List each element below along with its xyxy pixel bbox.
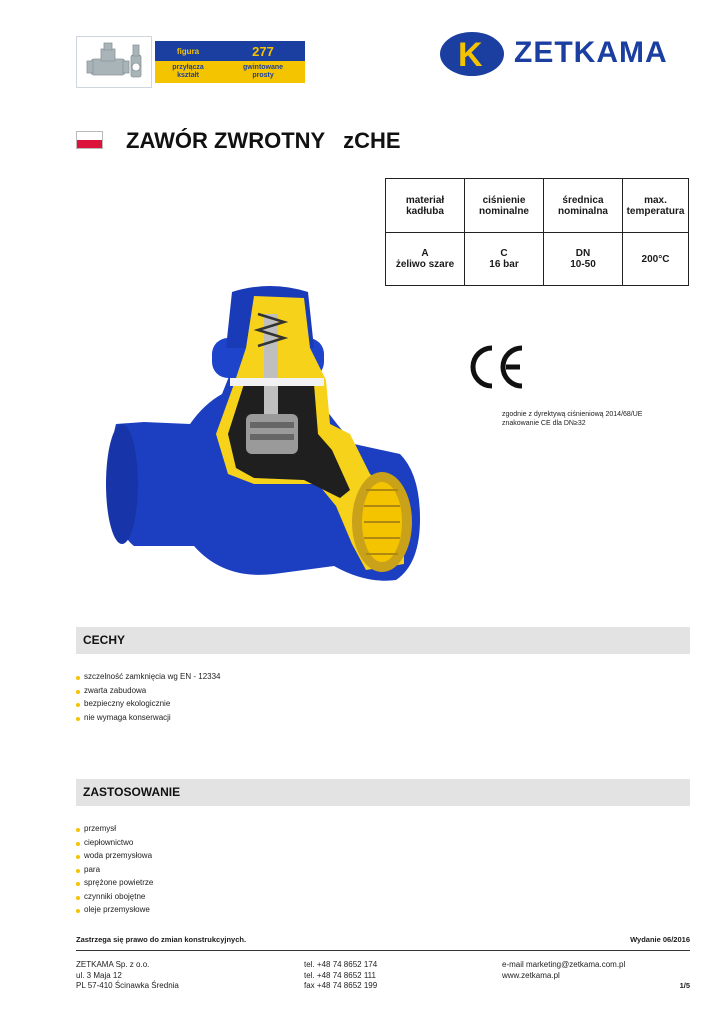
list-item: oleje przemysłowe bbox=[76, 903, 153, 917]
list-item: nie wymaga konserwacji bbox=[76, 711, 221, 725]
figure-number: 277 bbox=[221, 41, 305, 61]
spec-header-material: materiał kadłuba bbox=[386, 179, 465, 233]
logo-letter: K bbox=[458, 36, 483, 74]
connection-label: przyłącza bbox=[172, 64, 204, 71]
reserve-notice: Zastrzega się prawo do zmian konstrukcyjnych. bbox=[76, 935, 247, 944]
footer-divider bbox=[76, 950, 690, 951]
poland-flag-icon bbox=[76, 131, 103, 149]
features-title: CECHY bbox=[83, 633, 126, 647]
spec-value-material: A żeliwo szare bbox=[386, 233, 465, 286]
spec-value-diameter: DN 10-50 bbox=[544, 233, 623, 286]
footer-phones: tel. +48 74 8652 174 tel. +48 74 8652 111 fax +48 74 8652 199 bbox=[304, 960, 378, 990]
spec-value-row bbox=[386, 233, 689, 286]
spec-header-row bbox=[386, 179, 689, 233]
applications-title: ZASTOSOWANIE bbox=[83, 785, 181, 799]
ce-note-directive: zgodnie z dyrektywą ciśnieniową 2014/68/UE bbox=[502, 411, 643, 418]
list-item: woda przemysłowa bbox=[76, 849, 153, 863]
page-title: ZAWÓR ZWROTNY zCHE bbox=[126, 128, 401, 153]
spec-header-pressure: ciśnienie nominalne bbox=[465, 179, 544, 233]
ce-note bbox=[502, 410, 642, 428]
figure-info-table bbox=[155, 41, 305, 83]
shape-label: kształt bbox=[177, 72, 199, 79]
figure-label: figura bbox=[155, 41, 221, 61]
connection-shape-labels bbox=[155, 61, 221, 83]
applications-list bbox=[76, 822, 153, 917]
edition-label: Wydanie 06/2016 bbox=[630, 935, 690, 944]
page-number: 1/5 bbox=[679, 981, 690, 990]
list-item: przemysł bbox=[76, 822, 153, 836]
valve-thumbnail bbox=[76, 36, 152, 88]
list-item: sprężone powietrze bbox=[76, 876, 153, 890]
list-item: ciepłownictwo bbox=[76, 836, 153, 850]
valve-cutaway-image bbox=[104, 284, 424, 594]
list-item: szczelność zamknięcia wg EN - 12334 bbox=[76, 670, 221, 684]
connection-value: gwintowane bbox=[243, 64, 284, 71]
footer-address: ZETKAMA Sp. z o.o. ul. 3 Maja 12 PL 57-410 Ścinawka Średnia bbox=[76, 960, 179, 990]
list-item: bezpieczny ekologicznie bbox=[76, 697, 221, 711]
shape-value: prosty bbox=[252, 72, 274, 79]
features-list bbox=[76, 670, 221, 724]
features-section-header bbox=[76, 627, 690, 654]
spec-value-temperature: 200°C bbox=[623, 233, 689, 286]
spec-value-pressure: C 16 bar bbox=[465, 233, 544, 286]
list-item: czynniki obojętne bbox=[76, 890, 153, 904]
spec-header-temperature: max. temperatura bbox=[623, 179, 689, 233]
spec-header-diameter: średnica nominalna bbox=[544, 179, 623, 233]
connection-shape-values bbox=[221, 61, 305, 83]
list-item: zwarta zabudowa bbox=[76, 684, 221, 698]
footer-contact bbox=[502, 960, 625, 981]
website-link[interactable]: www.zetkama.pl bbox=[502, 970, 560, 980]
ce-mark-icon bbox=[466, 344, 526, 390]
list-item: para bbox=[76, 863, 153, 877]
applications-section-header bbox=[76, 779, 690, 806]
spec-table bbox=[385, 178, 689, 286]
logo-wordmark: ZETKAMA bbox=[514, 36, 668, 69]
email-link[interactable]: e-mail marketing@zetkama.com.pl bbox=[502, 960, 626, 969]
zetkama-logo bbox=[440, 32, 692, 76]
ce-note-marking: znakowanie CE dla DN≥32 bbox=[502, 420, 586, 427]
